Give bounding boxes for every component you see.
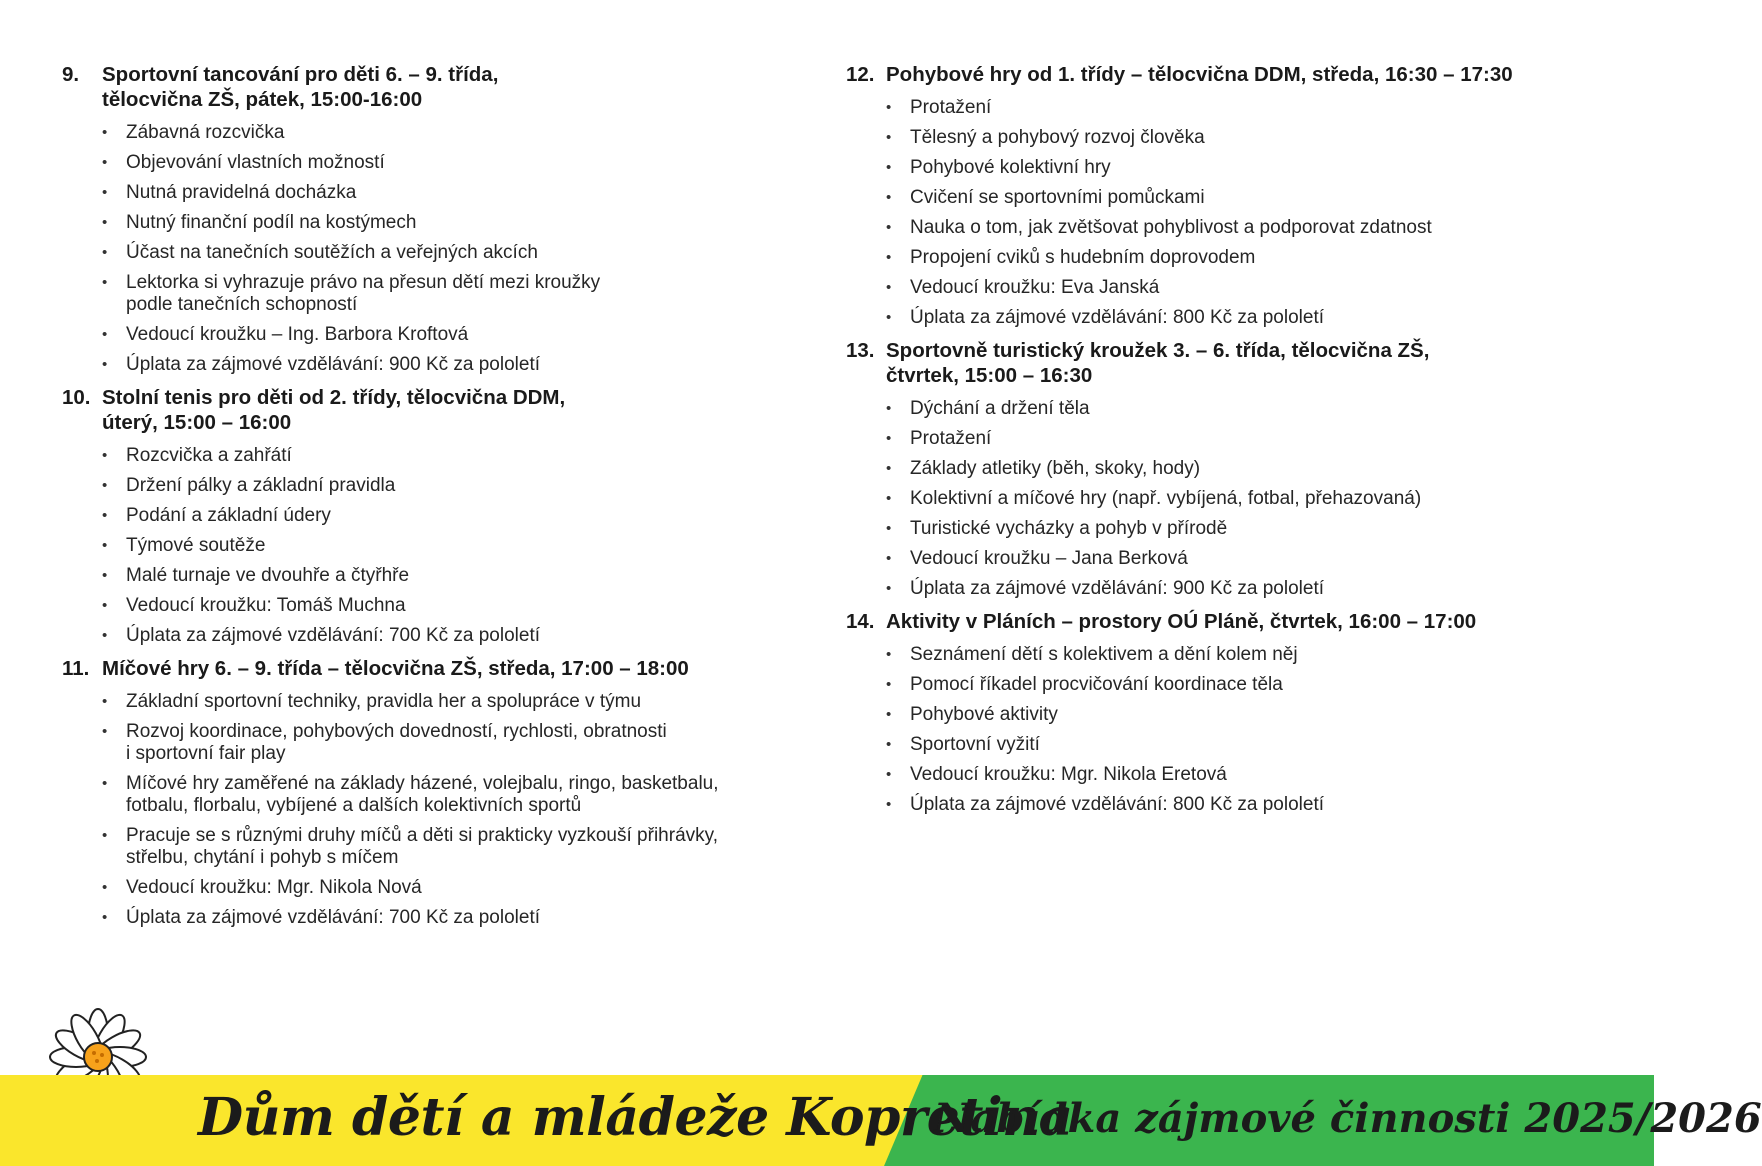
section-item-list <box>846 398 1636 600</box>
section-number: 13. <box>846 339 875 362</box>
list-item: • Úplata za zájmové vzdělávání: 700 Kč za pololetí <box>102 907 822 929</box>
list-item: • Nauka o tom, jak zvětšovat pohyblivost a podporovat zdatnost <box>886 217 1636 239</box>
list-item: • Pohybové kolektivní hry <box>886 157 1636 179</box>
list-item: • Míčové hry zaměřené na základy házené, volejbalu, ringo, basketbalu, fotbalu, florbalu, vybíjené a dalších kolektivních sportů <box>102 773 822 817</box>
activity-section <box>846 338 1636 600</box>
list-item: • Pracuje se s různými druhy míčů a děti si prakticky vyzkouší přihrávky, střelbu, chytání i pohyb s míčem <box>102 825 822 869</box>
section-number: 11. <box>62 657 90 680</box>
list-item: • Turistické vycházky a pohyb v přírodě <box>886 518 1636 540</box>
section-title: Míčové hry 6. – 9. třída – tělocvična ZŠ, středa, 17:00 – 18:00 <box>102 657 689 680</box>
section-title: Sportovní tancování pro děti 6. – 9. třída, tělocvična ZŠ, pátek, 15:00-16:00 <box>102 63 499 111</box>
list-item: • Úplata za zájmové vzdělávání: 800 Kč za pololetí <box>886 307 1636 329</box>
section-item-list <box>62 691 822 929</box>
section-item-list <box>62 445 822 647</box>
section-title: Stolní tenis pro děti od 2. třídy, tělocvična DDM, úterý, 15:00 – 16:00 <box>102 386 566 434</box>
section-number: 9. <box>62 63 80 86</box>
list-item: • Úplata za zájmové vzdělávání: 700 Kč za pololetí <box>102 625 822 647</box>
brand-name: Dům dětí a mládeže Kopretina <box>198 1087 1073 1148</box>
activity-section <box>62 656 822 929</box>
list-item: • Pohybové aktivity <box>886 704 1636 726</box>
section-heading <box>846 62 1636 87</box>
list-item: • Úplata za zájmové vzdělávání: 800 Kč za pololetí <box>886 794 1636 816</box>
section-title: Pohybové hry od 1. třídy – tělocvična DDM, středa, 16:30 – 17:30 <box>886 63 1513 86</box>
list-item: • Účast na tanečních soutěžích a veřejných akcích <box>102 242 822 264</box>
list-item: • Týmové soutěže <box>102 535 822 557</box>
section-heading <box>62 656 822 681</box>
list-item: • Cvičení se sportovními pomůckami <box>886 187 1636 209</box>
list-item: • Základy atletiky (běh, skoky, hody) <box>886 458 1636 480</box>
list-item: • Sportovní vyžití <box>886 734 1636 756</box>
section-number: 10. <box>62 386 91 409</box>
right-column <box>846 62 1636 825</box>
list-item: • Seznámení dětí s kolektivem a dění kolem něj <box>886 644 1636 666</box>
list-item: • Úplata za zájmové vzdělávání: 900 Kč za pololetí <box>102 354 822 376</box>
list-item: • Vedoucí kroužku: Eva Janská <box>886 277 1636 299</box>
activity-section <box>846 62 1636 329</box>
section-number: 14. <box>846 610 875 633</box>
list-item: • Kolektivní a míčové hry (např. vybíjená, fotbal, přehazovaná) <box>886 488 1636 510</box>
section-title: Sportovně turistický kroužek 3. – 6. třída, tělocvična ZŠ, čtvrtek, 15:00 – 16:30 <box>886 339 1430 387</box>
section-number: 12. <box>846 63 875 86</box>
list-item: • Držení pálky a základní pravidla <box>102 475 822 497</box>
list-item: • Rozvoj koordinace, pohybových dovedností, rychlosti, obratnosti i sportovní fair play <box>102 721 822 765</box>
list-item: • Objevování vlastních možností <box>102 152 822 174</box>
list-item: • Malé turnaje ve dvouhře a čtyřhře <box>102 565 822 587</box>
section-heading <box>846 338 1636 388</box>
list-item: • Vedoucí kroužku: Mgr. Nikola Nová <box>102 877 822 899</box>
list-item: • Propojení cviků s hudebním doprovodem <box>886 247 1636 269</box>
list-item: • Vedoucí kroužku – Jana Berková <box>886 548 1636 570</box>
section-item-list <box>846 644 1636 816</box>
section-heading <box>62 62 822 112</box>
section-item-list <box>846 97 1636 329</box>
list-item: • Úplata za zájmové vzdělávání: 900 Kč za pololetí <box>886 578 1636 600</box>
list-item: • Nutná pravidelná docházka <box>102 182 822 204</box>
list-item: • Rozcvička a zahřátí <box>102 445 822 467</box>
activity-section <box>62 385 822 647</box>
list-item: • Tělesný a pohybový rozvoj člověka <box>886 127 1636 149</box>
list-item: • Vedoucí kroužku: Mgr. Nikola Eretová <box>886 764 1636 786</box>
list-item: • Podání a základní údery <box>102 505 822 527</box>
list-item: • Vedoucí kroužku: Tomáš Muchna <box>102 595 822 617</box>
section-title: Aktivity v Pláních – prostory OÚ Pláně, čtvrtek, 16:00 – 17:00 <box>886 610 1477 633</box>
offer-title: Nabídka zájmové činnosti 2025/2026 <box>934 1095 1762 1142</box>
list-item: • Pomocí říkadel procvičování koordinace těla <box>886 674 1636 696</box>
list-item: • Dýchání a držení těla <box>886 398 1636 420</box>
list-item: • Protažení <box>886 97 1636 119</box>
section-heading <box>62 385 822 435</box>
section-heading <box>846 609 1636 634</box>
list-item: • Zábavná rozcvička <box>102 122 822 144</box>
list-item: • Nutný finanční podíl na kostýmech <box>102 212 822 234</box>
list-item: • Vedoucí kroužku – Ing. Barbora Kroftová <box>102 324 822 346</box>
list-item: • Základní sportovní techniky, pravidla her a spolupráce v týmu <box>102 691 822 713</box>
activity-section <box>846 609 1636 816</box>
list-item: • Protažení <box>886 428 1636 450</box>
list-item: • Lektorka si vyhrazuje právo na přesun dětí mezi kroužky podle tanečních schopností <box>102 272 822 316</box>
activity-section <box>62 62 822 376</box>
left-column <box>62 62 822 938</box>
footer-banner <box>0 1075 1762 1166</box>
section-item-list <box>62 122 822 376</box>
